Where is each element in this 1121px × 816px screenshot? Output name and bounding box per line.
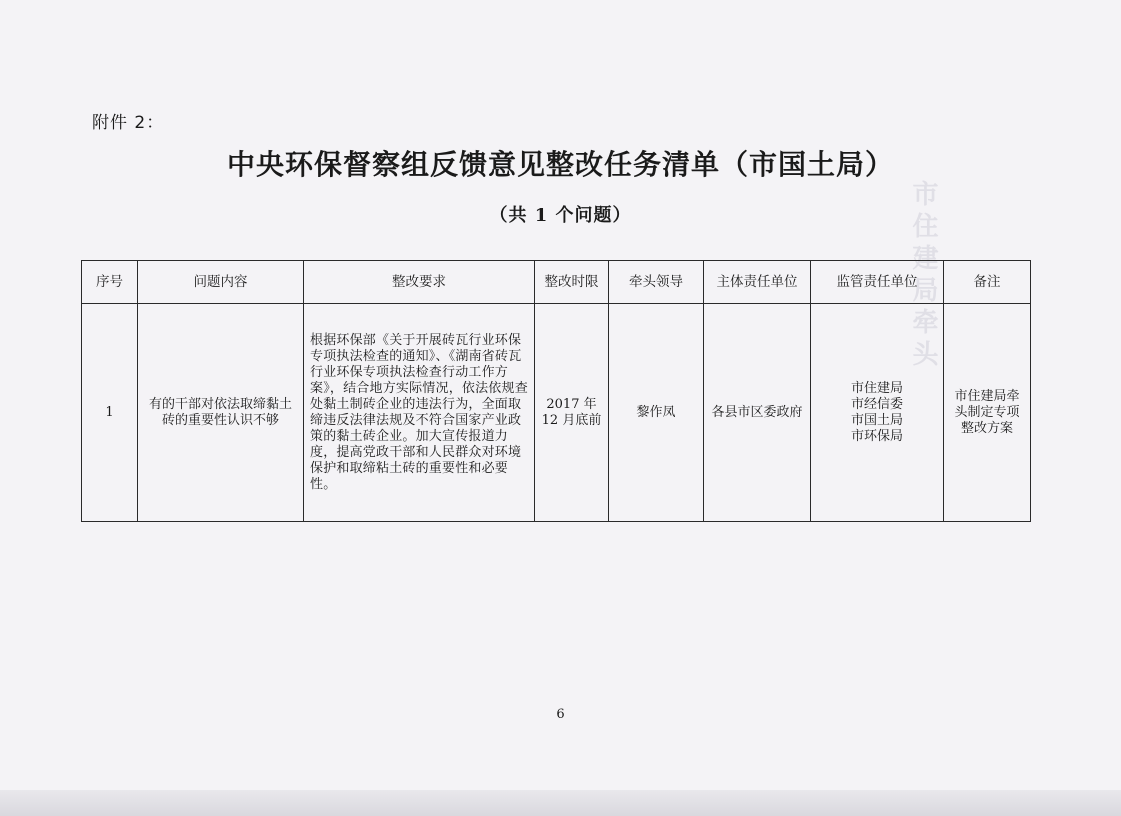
cell-deadline: 2017 年 12 月底前 bbox=[535, 304, 609, 522]
cell-issue: 有的干部对依法取缔黏土砖的重要性认识不够 bbox=[138, 304, 304, 522]
header-remarks: 备注 bbox=[944, 261, 1031, 304]
cell-supervising-units bbox=[811, 304, 944, 522]
header-requirement: 整改要求 bbox=[304, 261, 535, 304]
header-no: 序号 bbox=[82, 261, 138, 304]
supervising-unit: 市国土局 bbox=[850, 412, 903, 428]
document-subtitle: （共 1 个问题） bbox=[489, 205, 632, 226]
header-issue: 问题内容 bbox=[138, 261, 304, 304]
header-deadline: 整改时限 bbox=[535, 261, 609, 304]
bleed-through-text: 市住建局牵头 bbox=[908, 180, 938, 372]
cell-remarks: 市住建局牵头制定专项整改方案 bbox=[944, 304, 1031, 522]
scan-bottom-edge bbox=[0, 790, 1121, 816]
page-number: 6 bbox=[556, 707, 565, 722]
table-header-row bbox=[82, 261, 1031, 304]
cell-requirement: 根据环保部《关于开展砖瓦行业环保专项执法检查的通知》、《湖南省砖瓦行业环保专项执法检查行动工作方案》，结合地方实际情况，依法依规查处黏土制砖企业的违法行为，全面取缔违反法律法规及不符合国家产业政策的黏土砖企业。加大宣传报道力度，提高党政干部和人民群众对环境保护和取缔粘土砖的重要性和必要性。 bbox=[304, 304, 535, 522]
header-leader: 牵头领导 bbox=[609, 261, 704, 304]
document-title: 中央环保督察组反馈意见整改任务清单（市国土局） bbox=[226, 148, 894, 181]
cell-leader: 黎作凤 bbox=[609, 304, 704, 522]
header-responsible-unit: 主体责任单位 bbox=[704, 261, 811, 304]
task-table bbox=[81, 260, 1031, 522]
supervising-unit: 市住建局 bbox=[850, 380, 903, 396]
supervising-unit: 市环保局 bbox=[850, 428, 903, 444]
supervising-unit: 市经信委 bbox=[850, 396, 903, 412]
header-supervising-units: 监管责任单位 bbox=[811, 261, 944, 304]
attachment-label: 附件 2： bbox=[92, 113, 165, 133]
cell-no: 1 bbox=[82, 304, 138, 522]
table-row bbox=[82, 304, 1031, 522]
cell-responsible-unit: 各县市区委政府 bbox=[704, 304, 811, 522]
